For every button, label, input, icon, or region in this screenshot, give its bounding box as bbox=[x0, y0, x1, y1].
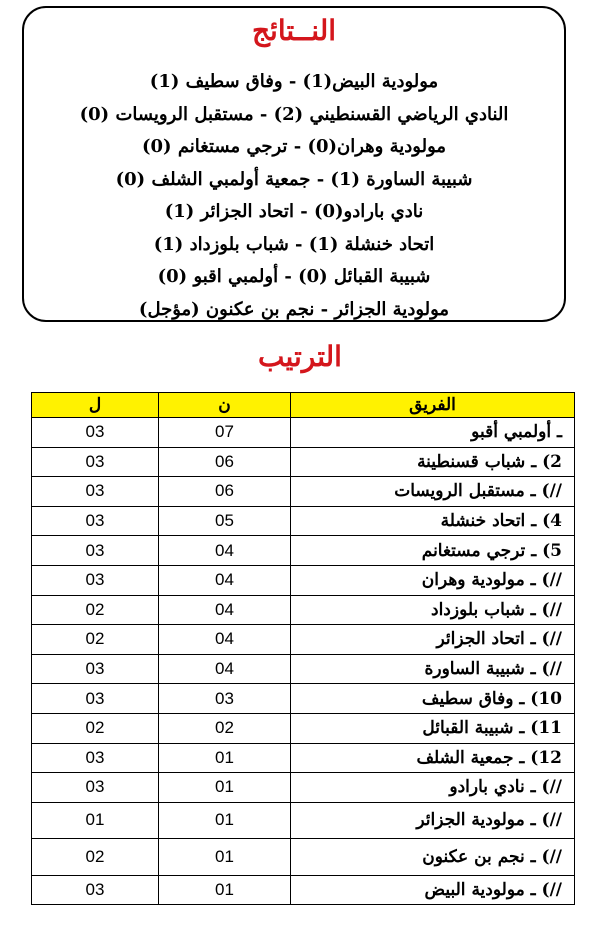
team-rank: 4) bbox=[542, 511, 562, 532]
team-cell bbox=[291, 875, 575, 905]
team-rank: 5) bbox=[542, 540, 562, 561]
table-row bbox=[32, 418, 575, 448]
l-cell: 03 bbox=[32, 536, 159, 566]
l-cell: 03 bbox=[32, 477, 159, 507]
team-cell bbox=[291, 773, 575, 803]
table-row bbox=[32, 743, 575, 773]
n-cell: 07 bbox=[159, 418, 291, 448]
team-rank: //) bbox=[541, 846, 562, 867]
team-name: ـ شبيبة الساورة bbox=[424, 659, 536, 680]
table-row bbox=[32, 802, 575, 839]
n-cell: 02 bbox=[159, 713, 291, 743]
team-name: ـ مولودية وهران bbox=[421, 570, 536, 591]
l-cell: 03 bbox=[32, 743, 159, 773]
results-title: النــتائج bbox=[251, 14, 336, 47]
l-cell: 03 bbox=[32, 506, 159, 536]
n-cell: 01 bbox=[159, 875, 291, 905]
team-name: ـ مولودية البيض bbox=[424, 880, 536, 901]
n-cell: 04 bbox=[159, 625, 291, 655]
team-name: ـ اتحاد الجزائر bbox=[436, 629, 536, 650]
table-row bbox=[32, 536, 575, 566]
l-cell: 02 bbox=[32, 625, 159, 655]
table-row bbox=[32, 713, 575, 743]
l-cell: 03 bbox=[32, 654, 159, 684]
team-cell bbox=[291, 684, 575, 714]
l-cell: 02 bbox=[32, 595, 159, 625]
n-cell: 05 bbox=[159, 506, 291, 536]
l-cell: 03 bbox=[32, 447, 159, 477]
team-name: ـ أولمبي أقبو bbox=[471, 422, 562, 443]
team-rank: //) bbox=[541, 599, 562, 620]
standings-header-row bbox=[32, 393, 575, 418]
team-rank: //) bbox=[541, 810, 562, 831]
standings-table bbox=[31, 392, 575, 905]
standings-body bbox=[32, 418, 575, 905]
team-name: ـ شباب قسنطينة bbox=[417, 451, 537, 472]
team-rank: //) bbox=[541, 481, 562, 502]
l-cell: 03 bbox=[32, 684, 159, 714]
n-cell: 04 bbox=[159, 536, 291, 566]
l-cell: 03 bbox=[32, 773, 159, 803]
team-name: ـ ترجي مستغانم bbox=[421, 540, 537, 561]
team-cell bbox=[291, 839, 575, 876]
team-cell bbox=[291, 447, 575, 477]
result-line: اتحاد خنشلة (1) - شباب بلوزداد (1) bbox=[153, 233, 435, 255]
team-cell bbox=[291, 418, 575, 448]
team-rank: 11) bbox=[530, 718, 562, 739]
team-name: ـ مستقبل الرويسات bbox=[394, 481, 536, 502]
l-cell: 02 bbox=[32, 713, 159, 743]
team-cell bbox=[291, 477, 575, 507]
team-rank: //) bbox=[541, 570, 562, 591]
team-rank: //) bbox=[541, 629, 562, 650]
team-cell bbox=[291, 506, 575, 536]
l-cell: 03 bbox=[32, 565, 159, 595]
team-name: ـ شبيبة القبائل bbox=[422, 718, 525, 739]
team-cell bbox=[291, 565, 575, 595]
n-cell: 06 bbox=[159, 447, 291, 477]
team-name: ـ اتحاد خنشلة bbox=[440, 511, 537, 532]
table-row bbox=[32, 773, 575, 803]
table-row bbox=[32, 447, 575, 477]
result-line: مولودية الجزائر - نجم بن عكنون (مؤجل) bbox=[138, 298, 450, 320]
table-row bbox=[32, 875, 575, 905]
standings-title: الترتيب bbox=[258, 340, 342, 373]
team-cell bbox=[291, 743, 575, 773]
l-cell: 01 bbox=[32, 802, 159, 839]
team-rank: 10) bbox=[530, 688, 562, 709]
n-cell: 01 bbox=[159, 743, 291, 773]
l-cell: 03 bbox=[32, 418, 159, 448]
team-cell bbox=[291, 713, 575, 743]
n-cell: 04 bbox=[159, 595, 291, 625]
team-name: ـ مولودية الجزائر bbox=[416, 810, 536, 831]
n-cell: 01 bbox=[159, 839, 291, 876]
n-cell: 03 bbox=[159, 684, 291, 714]
table-row bbox=[32, 625, 575, 655]
results-list bbox=[24, 66, 564, 326]
result-line: شبيبة القبائل (0) - أولمبي اقبو (0) bbox=[157, 266, 431, 287]
team-cell bbox=[291, 595, 575, 625]
team-name: ـ وفاق سطيف bbox=[421, 688, 525, 709]
result-line: نادي بارادو(0) - اتحاد الجزائر (1) bbox=[164, 201, 424, 222]
team-cell bbox=[291, 536, 575, 566]
header-team: الفريق bbox=[291, 393, 575, 418]
table-row bbox=[32, 506, 575, 536]
table-row bbox=[32, 654, 575, 684]
team-rank: 12) bbox=[530, 747, 562, 768]
team-cell bbox=[291, 625, 575, 655]
n-cell: 01 bbox=[159, 773, 291, 803]
header-n: ن bbox=[159, 393, 291, 418]
results-box bbox=[22, 6, 566, 322]
table-row bbox=[32, 595, 575, 625]
team-name: ـ شباب بلوزداد bbox=[431, 599, 536, 620]
team-cell bbox=[291, 802, 575, 839]
team-rank: 2) bbox=[542, 451, 562, 472]
table-row bbox=[32, 565, 575, 595]
l-cell: 03 bbox=[32, 875, 159, 905]
header-l: ل bbox=[32, 393, 159, 418]
team-rank: //) bbox=[541, 880, 562, 901]
team-rank: //) bbox=[541, 777, 562, 798]
result-line: النادي الرياضي القسنطيني (2) - مستقبل الرويسات (0) bbox=[79, 103, 509, 125]
result-line: مولودية البيض(1) - وفاق سطيف (1) bbox=[149, 71, 439, 92]
n-cell: 01 bbox=[159, 802, 291, 839]
team-cell bbox=[291, 654, 575, 684]
result-line: مولودية وهران(0) - ترجي مستغانم (0) bbox=[141, 136, 447, 157]
n-cell: 04 bbox=[159, 565, 291, 595]
table-row bbox=[32, 684, 575, 714]
n-cell: 04 bbox=[159, 654, 291, 684]
table-row bbox=[32, 477, 575, 507]
n-cell: 06 bbox=[159, 477, 291, 507]
team-name: ـ نادي بارادو bbox=[449, 777, 536, 798]
team-rank: //) bbox=[541, 659, 562, 680]
l-cell: 02 bbox=[32, 839, 159, 876]
result-line: شبيبة الساورة (1) - جمعية أولمبي الشلف (0) bbox=[115, 168, 473, 190]
table-row bbox=[32, 839, 575, 876]
team-name: ـ جمعية الشلف bbox=[416, 747, 525, 768]
team-name: ـ نجم بن عكنون bbox=[422, 846, 536, 867]
